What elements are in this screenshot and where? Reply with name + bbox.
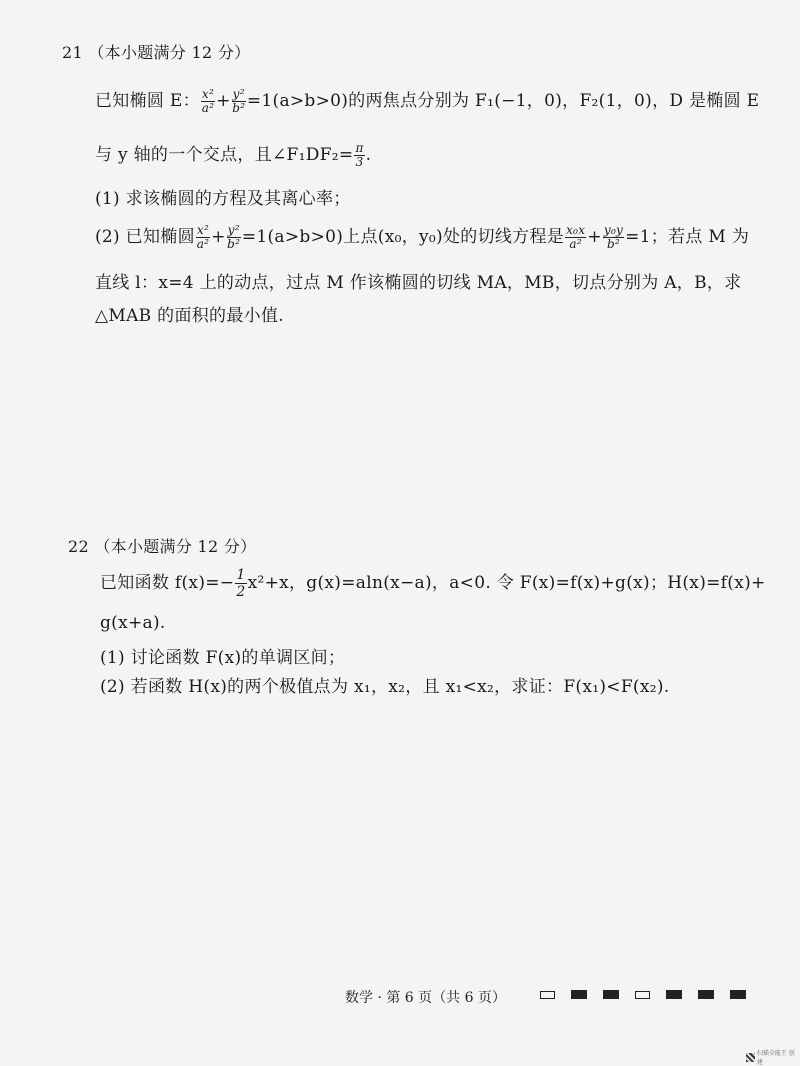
fraction-y0y-b2: $\frac{\text{y₀y}}{\text{b²}}$	[603, 223, 624, 251]
intro-text-a: 已知椭圆 E：	[95, 91, 200, 111]
p22-text-b: x²+x，g(x)=aln(x−a)，a<0. 令 F(x)=f(x)+g(x)；H(x)=f(x)+	[247, 573, 766, 593]
problem-21-header: 21 （本小题满分 12 分）	[62, 43, 251, 62]
solid-mark	[603, 990, 619, 999]
qr-code-icon	[746, 1053, 755, 1062]
problem-21-question-1: (1) 求该椭圆的方程及其离心率；	[95, 189, 351, 209]
plus-sign: +	[211, 227, 226, 247]
solid-mark	[698, 990, 714, 999]
problem-21-line2	[95, 140, 371, 169]
plus-sign: +	[216, 91, 231, 111]
problem-22-line1	[100, 567, 766, 600]
problem-22-header: 22 （本小题满分 12 分）	[68, 537, 257, 556]
scanner-watermark	[746, 1048, 800, 1066]
intro-text-b: =1(a>b>0)的两焦点分别为 F₁(−1，0)，F₂(1，0)，D 是椭圆 E	[246, 91, 760, 111]
p22-text-a: 已知函数 f(x)=−	[100, 573, 235, 593]
problem-21-intro	[95, 86, 759, 115]
problem-22-question-2: (2) 若函数 H(x)的两个极值点为 x₁，x₂，且 x₁<x₂，求证：F(x₁)<F(x₂).	[100, 677, 670, 697]
positioning-marks	[540, 990, 746, 999]
problem-21-question-2	[95, 222, 749, 251]
fraction-x2-a2-q2: $\frac{\text{x²}}{\text{a²}}$	[196, 223, 210, 251]
watermark-text: 扫描全能王 创建	[756, 1050, 795, 1066]
solid-mark	[730, 990, 746, 999]
page-footer: 数学 · 第 6 页（共 6 页）	[345, 990, 506, 1006]
fraction-x0x-a2: $\frac{\text{x₀x}}{\text{a²}}$	[566, 223, 586, 251]
q2-text-a: (2) 已知椭圆	[95, 227, 195, 247]
solid-mark	[571, 990, 587, 999]
hollow-mark	[635, 991, 650, 999]
problem-21-question-2-line3: △MAB 的面积的最小值.	[95, 306, 284, 326]
fraction-pi-3: $\frac{\pi}{3}$	[355, 141, 364, 169]
fraction-one-half: $\frac{1}{2}$	[236, 567, 246, 600]
fraction-x2-a2: $\frac{\text{x²}}{\text{a²}}$	[201, 87, 215, 115]
line2-period: .	[365, 145, 372, 165]
q2-text-b: =1(a>b>0)上点(x₀，y₀)处的切线方程是	[241, 227, 565, 247]
problem-22-question-1: (1) 讨论函数 F(x)的单调区间；	[100, 648, 346, 668]
solid-mark	[666, 990, 682, 999]
plus-sign: +	[587, 227, 602, 247]
hollow-mark	[540, 991, 555, 999]
problem-22-line2: g(x+a).	[100, 613, 166, 633]
problem-21-question-2-line2: 直线 l：x=4 上的动点，过点 M 作该椭圆的切线 MA，MB，切点分别为 A，B，求	[95, 273, 742, 293]
q2-text-c: =1；若点 M 为	[625, 227, 750, 247]
line2-text: 与 y 轴的一个交点，且∠F₁DF₂=	[95, 145, 354, 165]
fraction-y2-b2: $\frac{\text{y²}}{\text{b²}}$	[232, 87, 246, 115]
fraction-y2-b2-q2: $\frac{\text{y²}}{\text{b²}}$	[227, 223, 241, 251]
